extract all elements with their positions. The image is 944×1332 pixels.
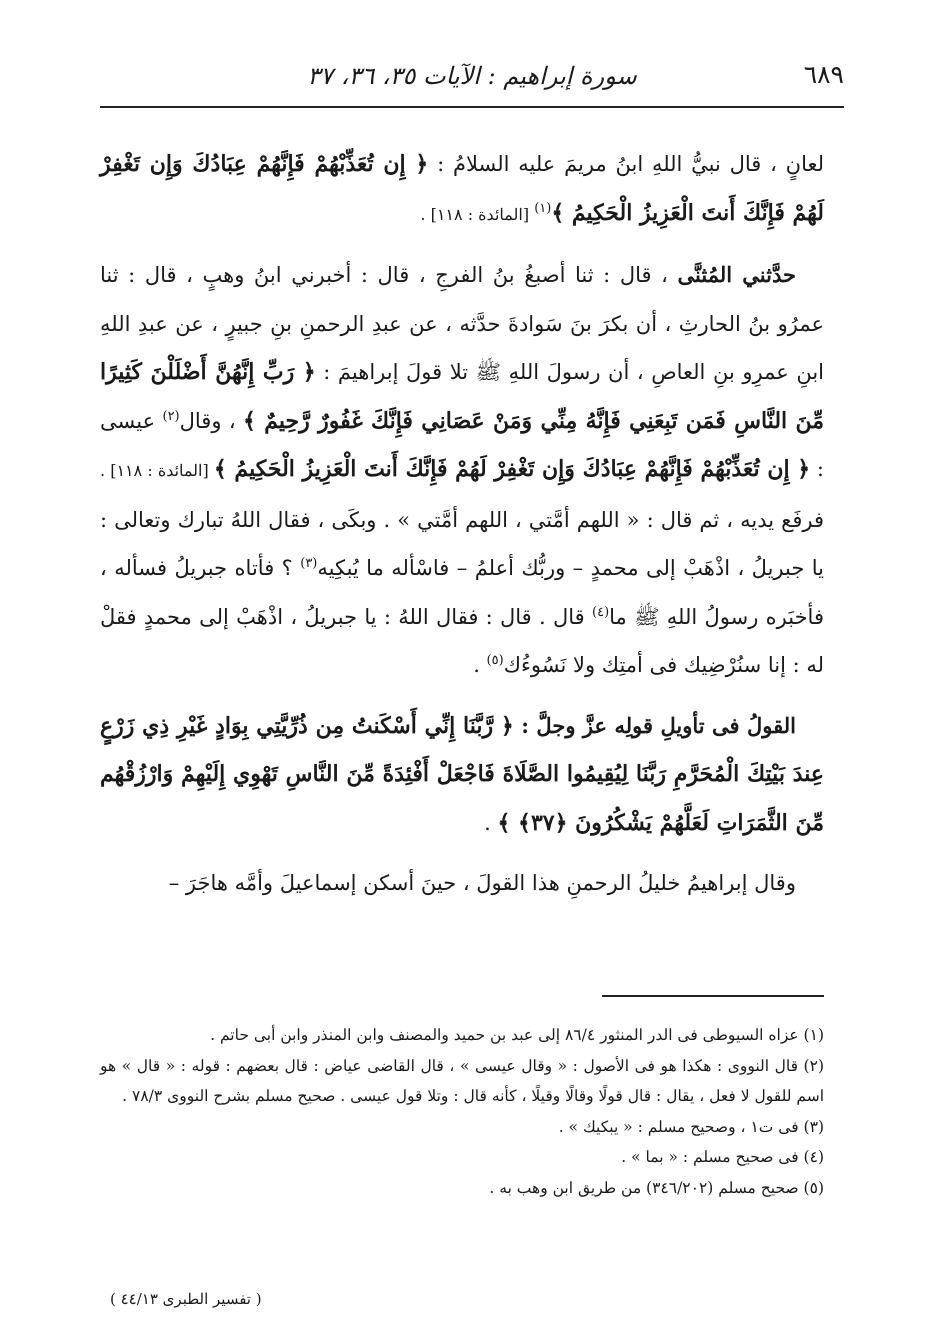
footnote: (٤) فى صحيح مسلم : « بما » . bbox=[621, 1148, 824, 1166]
page-header bbox=[100, 58, 844, 98]
footnote: (٢) قال النووى : هكذا هو فى الأصول : « وقال عيسى » ، قال القاضى عياض : قال بعضهم : قوله : « قال » هو اسم للقول لا فعل ، يقال : قال قولًا وقالًا وقيلًا ، كأنه قال : وتلا قول عيسى . صحيح مسلم بشرح النووى ٧٨/٣ . bbox=[100, 1056, 824, 1105]
footnote-marker: (٣) bbox=[300, 556, 318, 571]
footnote: (٣) فى ت١ ، وصحيح مسلم : « يبكيك » . bbox=[558, 1117, 824, 1136]
footnote: (٥) صحيح مسلم (٣٤٦/٢٠٢) من طريق ابن وهب به . bbox=[489, 1178, 824, 1197]
paragraph-2 bbox=[100, 251, 824, 690]
footnotes bbox=[100, 1020, 824, 1203]
text: فرفَع يديه ، ثم قال : « اللهم أمَّتي ، اللهم أمَّتي » . وبكَى ، فقال اللهُ تبارك وتعالى : يا جبريلُ ، اذْهَبْ إلى محمدٍ – وربُّك أعلمُ – فاسْأله ما يُبكِيه bbox=[100, 507, 824, 580]
running-title: سورة إبراهيم : الآيات ٣٥، ٣٦، ٣٧ bbox=[307, 62, 637, 90]
header-rule bbox=[100, 106, 844, 108]
text: وقال إبراهيمُ خليلُ الرحمنِ هذا القولَ ، حينَ أسكن إسماعيلَ وأمَّه هاجَرَ – bbox=[168, 871, 796, 895]
text: قال . قال : فقال اللهُ : يا جبريلُ ، اذْهَبْ إلى محمدٍ فقلْ له : إنا سنُرْضِيك فى أمتِك ولا نَسُوءُك bbox=[100, 604, 824, 677]
text: ، وقال bbox=[179, 408, 243, 433]
footnote-marker: (٤) bbox=[592, 604, 610, 620]
text: لعانٍ ، قال نبيُّ اللهِ ابنُ مريمَ عليه السلامُ : bbox=[428, 152, 824, 176]
main-text bbox=[100, 140, 824, 920]
paragraph-4 bbox=[100, 859, 824, 908]
footnote: (١) عزاه السيوطى فى الدر المنثور ٨٦/٤ إلى عبد بن حميد والمصنف وابن المنذر وابن أبى حاتم . bbox=[210, 1026, 824, 1044]
volume-signature: ( تفسير الطبرى ٤٤/١٣ ) bbox=[110, 1290, 262, 1308]
text: . bbox=[473, 653, 487, 677]
paragraph-lead: القولُ فى تأويلِ قولِه عزَّ وجلَّ : bbox=[513, 712, 796, 738]
text: عيسى : bbox=[100, 408, 824, 481]
footnote-marker: (٥) bbox=[486, 653, 504, 668]
footnote-rule bbox=[602, 995, 824, 997]
verse-reference: [المائدة : ١١٨] . bbox=[420, 204, 535, 224]
paragraph-lead: حدَّثني المُثنَّى bbox=[677, 262, 796, 287]
text: ، قال : ثنا أصبغُ بنُ الفرجِ ، قال : أخبرني ابنُ وهبٍ ، قال : ثنا عمرُو بنُ الحارثِ ، أن بكرَ بنَ سَوادةَ حدَّثه ، عن عبدِ الرحمنِ بنِ جبيرٍ ، عن عبدِ اللهِ ابنِ عمرِو بنِ العاصِ ، أن رسولَ اللهِ ﷺ تلا قولَ إبراهيمَ : bbox=[100, 263, 824, 384]
quran-verse: ﴿ إِن تُعَذِّبْهُمْ فَإِنَّهُمْ عِبَادُكَ وَإِن تَغْفِرْ لَهُمْ فَإِنَّكَ أَنتَ الْعَزِيزُ الْحَكِيمُ ﴾ bbox=[100, 151, 824, 226]
footnote-marker: (١) bbox=[534, 200, 552, 216]
quran-verse: ﴿ إِن تُعَذِّبْهُمْ فَإِنَّهُمْ عِبَادُكَ وَإِن تَغْفِرْ لَهُمْ فَإِنَّكَ أَنتَ الْعَزِيزُ الْحَكِيمُ ﴾ bbox=[213, 456, 811, 482]
verse-reference: [المائدة : ١١٨] . bbox=[100, 461, 214, 480]
paragraph-3 bbox=[100, 702, 824, 848]
quran-verse: ﴿ رَّبَّنَا إِنِّي أَسْكَنتُ مِن ذُرِّيَّتِي بِوَادٍ غَيْرِ ذِي زَرْعٍ عِندَ بَيْتِكَ الْمُحَرَّمِ رَبَّنَا لِيُقِيمُوا الصَّلَاةَ فَاجْعَلْ أَفْئِدَةً مِّنَ النَّاسِ تَهْوِي إِلَيْهِمْ وَارْزُقْهُم مِّنَ الثَّمَرَاتِ لَعَلَّهُمْ يَشْكُرُونَ ﴿٣٧﴾ ﴾ bbox=[100, 712, 824, 836]
page-number: ٦٨٩ bbox=[803, 60, 844, 89]
quran-verse: ﴿ رَبِّ إِنَّهُنَّ أَضْلَلْنَ كَثِيرًا مِّنَ النَّاسِ فَمَن تَبِعَنِي فَإِنَّهُ مِنِّي وَمَنْ عَصَانِي فَإِنَّكَ غَفُورٌ رَّحِيمٌ ﴾ bbox=[100, 359, 825, 434]
footnote-marker: (٢) bbox=[162, 408, 180, 424]
paragraph-1 bbox=[100, 140, 824, 239]
text: ؟ فأتاه جبريلُ فسأله ، فأخبَره رسولُ اللهِ ﷺ ما bbox=[100, 556, 824, 629]
text: . bbox=[484, 810, 498, 835]
